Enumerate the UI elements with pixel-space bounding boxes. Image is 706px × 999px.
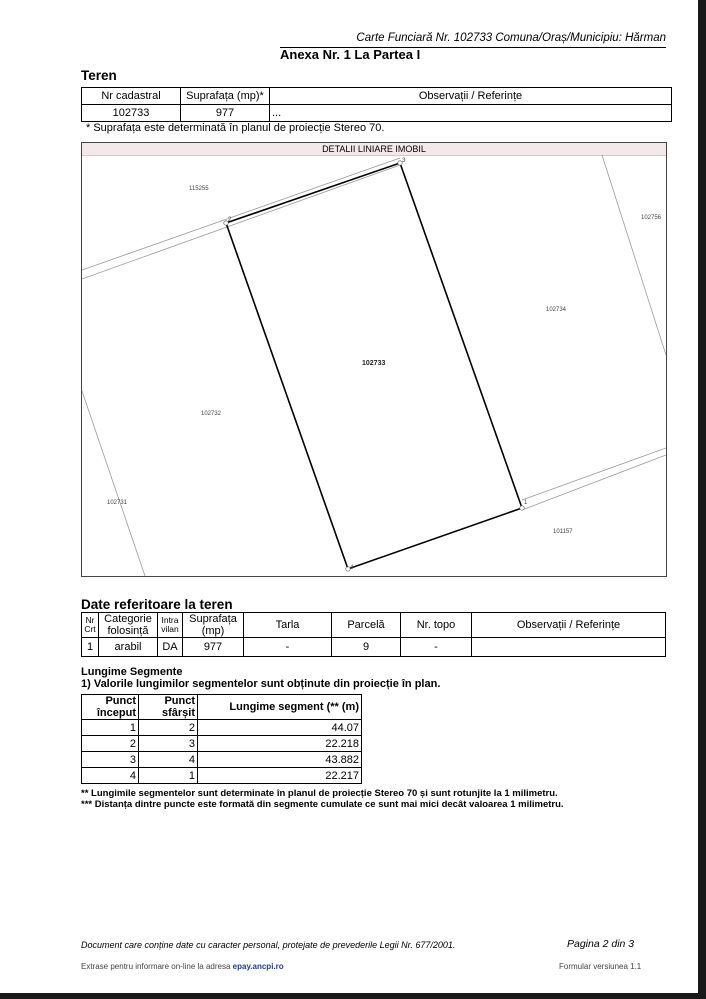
col-lungime: Lungime segment (** (m) (198, 695, 362, 720)
cell-end: 4 (139, 752, 198, 768)
cell-start: 3 (82, 752, 139, 768)
table-header-row (82, 613, 666, 638)
cell-observatii (472, 638, 666, 657)
cell-end: 2 (139, 720, 198, 736)
cell-length: 22.217 (198, 768, 362, 784)
vertex-marker (520, 506, 524, 510)
neighbor-label: 102732 (201, 411, 222, 417)
point-label: 2 (228, 217, 232, 223)
col-categorie: Categorie folosință (99, 613, 158, 638)
footer-extract (81, 962, 284, 971)
teren-table (81, 87, 672, 122)
cell-end: 3 (139, 736, 198, 752)
table-row (82, 105, 672, 122)
footer-disclaimer: Document care conține date cu caracter personal, protejate de prevederile Legii Nr. 677/2001. (81, 940, 456, 950)
segments-title: Lungime Segmente (81, 666, 183, 678)
form-version: Formular versiunea 1.1 (559, 962, 642, 971)
cell-nr-topo: - (401, 638, 472, 657)
neighbor-label: 102731 (107, 500, 128, 506)
cell-start: 4 (82, 768, 139, 784)
col-nr-crt: Nr Crt (82, 613, 99, 638)
footer-site-link[interactable]: epay.ancpi.ro (232, 962, 284, 971)
cell-nr-crt: 1 (82, 638, 99, 657)
neighbor-label: 115255 (189, 186, 209, 192)
col-nr-topo: Nr. topo (401, 613, 472, 638)
cell-observatii: ... (270, 105, 672, 122)
footer-extract-text: Extrase pentru informare on-line la adresa (81, 962, 231, 971)
date-table (81, 612, 666, 657)
point-label: 4 (350, 565, 354, 571)
col-suprafata: Suprafața (mp) (183, 613, 244, 638)
col-parcela: Parcelă (332, 613, 401, 638)
segments-note-1: ** Lungimile segmentelor sunt determinate în planul de proiecție Stereo 70 și sunt rotunjite la 1 milimetru. (81, 788, 558, 799)
neighbor-label: 101157 (553, 529, 573, 535)
cell-length: 43.882 (198, 752, 362, 768)
col-observatii: Observații / Referințe (472, 613, 666, 638)
col-punct-sfarsit: Punct sfârșit (139, 695, 198, 720)
table-row (82, 752, 362, 768)
map-title: DETALII LINIARE IMOBIL (82, 143, 666, 156)
cell-start: 2 (82, 736, 139, 752)
cell-end: 1 (139, 768, 198, 784)
segments-table (81, 694, 362, 784)
teren-note: * Suprafața este determinată în planul de proiecție Stereo 70. (86, 122, 385, 134)
cell-parcela: 9 (332, 638, 401, 657)
col-punct-inceput: Punct început (82, 695, 139, 720)
cell-suprafata: 977 (183, 638, 244, 657)
col-tarla: Tarla (244, 613, 332, 638)
main-parcel-label: 102733 (362, 360, 386, 367)
segments-notes (81, 788, 564, 810)
cell-intravilan: DA (158, 638, 183, 657)
cell-nr-cadastral: 102733 (82, 105, 181, 122)
point-label: 1 (524, 500, 528, 506)
book-header: Carte Funciară Nr. 102733 Comuna/Oraș/Municipiu: Hărman (356, 32, 666, 44)
col-intravilan: Intra vilan (158, 613, 183, 638)
boundary-line (82, 158, 400, 270)
segments-subtitle: 1) Valorile lungimilor segmentelor sunt obținute din proiecție în plan. (81, 678, 441, 690)
boundary-line (522, 448, 666, 500)
table-row (82, 638, 666, 657)
cell-length: 44.07 (198, 720, 362, 736)
table-header-row (82, 88, 672, 105)
neighbor-label: 102756 (641, 215, 662, 221)
boundary-line (82, 165, 400, 279)
date-title: Date referitoare la teren (81, 597, 233, 612)
col-suprafata: Suprafața (mp)* (181, 88, 270, 105)
boundary-line (82, 391, 145, 576)
boundary-line (602, 155, 666, 355)
table-row (82, 768, 362, 784)
annex-title: Anexa Nr. 1 La Partea I (280, 47, 421, 62)
parcel-map (81, 142, 667, 577)
neighbor-label: 102734 (546, 307, 567, 313)
table-row (82, 720, 362, 736)
page-number: Pagina 2 din 3 (567, 938, 635, 950)
boundary-line (522, 455, 666, 510)
col-observatii: Observații / Referințe (270, 88, 672, 105)
col-nr-cadastral: Nr cadastral (82, 88, 181, 105)
cell-length: 22.218 (198, 736, 362, 752)
teren-title: Teren (81, 68, 117, 83)
cell-categorie: arabil (99, 638, 158, 657)
point-label: 3 (402, 158, 406, 164)
table-row (82, 736, 362, 752)
cell-tarla: - (244, 638, 332, 657)
table-header-row (82, 695, 362, 720)
segments-note-2: *** Distanța dintre puncte este formată din segmente cumulate ce sunt mai mici decât valoarea 1 milimetru. (81, 799, 564, 810)
cell-start: 1 (82, 720, 139, 736)
cell-suprafata: 977 (181, 105, 270, 122)
